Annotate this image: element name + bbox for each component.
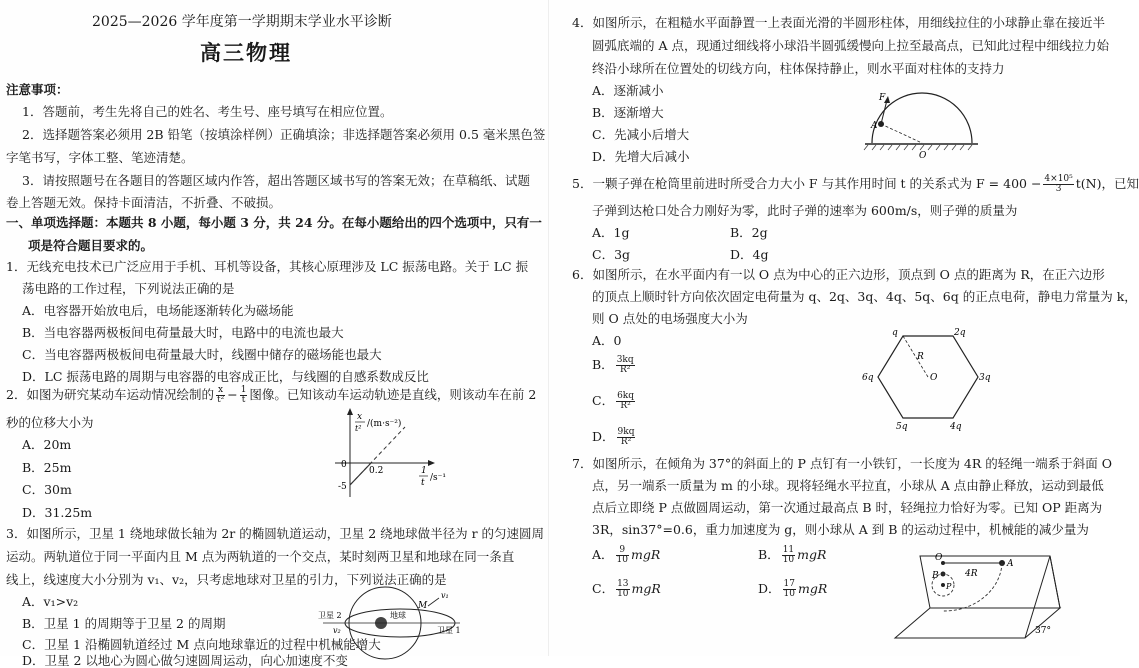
frac-num: 1 [240,385,247,395]
frac-num: 4×10⁵ [1044,174,1073,184]
radius-label: R [917,352,924,362]
note-item: 字笔书写，字体工整、笔迹清楚。 [6,150,194,165]
subject-title: 高三物理 [200,40,292,65]
option-label: B． [758,547,780,562]
q3-stem: 3．如图所示，卫星 1 绕地球做长轴为 2r 的椭圆轨道运动，卫星 2 绕地球做半径为 r 的匀速圆周 [6,526,545,541]
q5-stem [572,175,1139,194]
q7-stem: 7．如图所示，在倾角为 37°的斜面上的 P 点钉有一小铁钉，一长度为 4R 的轻绳一端系于斜面 O [572,456,1112,471]
q3-stem-cont: 线上，线速度大小分别为 v₁、v₂，只考虑地球对卫星的引力，下列说法正确的是 [6,572,447,587]
section-heading: 一、单项选择题：本题共 8 小题，每小题 3 分，共 24 分。在每小题给出的四个选项中，只有一 [6,215,542,230]
option-label: D． [592,429,615,444]
frac-den: R² [620,401,631,411]
q2-stem-cont: 秒的位移大小为 [6,415,94,430]
y-label-num: x [357,412,363,422]
q4-option-a[interactable]: A．逐渐减小 [592,83,664,98]
q2-frac-t [240,386,248,405]
q1-option-c[interactable]: C．当电容器两极板间电荷量最大时，线圈中储存的磁场能也最大 [22,347,382,362]
option-tail: mgR [797,581,828,596]
q4-option-c[interactable]: C．先减小后增大 [592,127,690,142]
frac-den: R² [620,437,632,447]
note-item: 2．选择题答案必须用 2B 铅笔（按填涂样例）正确填涂；非选择题答案必须用 0.5 毫米黑色签 [22,127,546,142]
q1-stem-cont: 荡电路的工作过程，下列说法正确的是 [22,281,235,296]
q5-stem-cont: 子弹到达枪口处合力刚好为零，此时子弹的速率为 600m/s，则子弹的质量为 [592,203,1018,218]
frac-num: 9kq [617,427,635,437]
q2-stem-post: 图像。已知该动车运动轨迹是直线，则该动车在前 2 [249,387,537,402]
graph-line-solid [350,463,371,485]
q2-option-a[interactable]: A．20m [22,437,72,452]
option-frac [616,392,635,411]
charge-4q-label: 4q [950,422,962,432]
charge-3q-label: 3q [979,373,991,383]
sat2-label: 卫星 2 [318,611,342,620]
q6-option-a[interactable]: A．0 [592,333,622,348]
q6-figure [860,322,1000,434]
frac-den: 10 [782,555,795,565]
q2-dash: − [227,387,238,402]
q7-figure [885,548,1070,654]
sat1-label: 卫星 1 [437,626,461,635]
y-label-den: t² [355,424,362,433]
frac-den: t² [216,395,225,405]
q1-option-b[interactable]: B．当电容器两极板间电荷量最大时，电路中的电流也最大 [22,325,344,340]
charge-5q-label: 5q [896,422,908,432]
incline-plane [920,556,1060,608]
q4-stem: 4．如图所示，在粗糙水平面静置一上表面光滑的半圆形柱体，用细线拉住的小球静止靠在接近半 [572,15,1105,30]
option-frac [783,580,796,599]
center-o-label: O [930,373,938,383]
x-tick-label: 0.2 [369,466,384,476]
q7-stem-cont: 点，另一端系一质量为 m 的小球。现将轻绳水平拉直，小球从 A 点由静止释放，运动到最低 [592,478,1104,493]
q2-option-b[interactable]: B．25m [22,460,72,475]
q3-figure [315,578,465,656]
ground-hatch [864,145,972,150]
q1-option-a[interactable]: A．电容器开始放电后，电场能逐渐转化为磁场能 [22,303,294,318]
label-4r: 4R [965,569,978,579]
note-item: 3．请按照题号在各题目的答题区域内作答，超出答题区域书写的答案无效；在草稿纸、试题 [22,173,530,188]
label-b: B [932,571,939,581]
option-frac [616,356,635,375]
frac-den: 10 [783,589,795,599]
q3-option-a[interactable]: A．v₁>v₂ [22,594,79,609]
nail-p-icon [941,583,945,587]
q5-option-d[interactable]: D．4g [730,247,769,262]
x-axis-arrow-icon [428,460,435,466]
q6-stem-cont: 的顶点上顺时针方向依次固定电荷量为 q、2q、3q、4q、5q、6q 的正点电荷，静电力常量为 k， [592,289,1137,304]
option-label: C． [592,581,615,596]
option-label: B． [592,357,614,372]
label-a: A [1007,559,1014,569]
q5-option-c[interactable]: C．3g [592,247,631,262]
y-axis-arrow-icon [347,408,353,415]
option-frac [617,428,636,447]
q3-option-c[interactable]: C．卫星 1 沿椭圆轨道经过 M 点向地球靠近的过程中机械能增大 [22,637,381,652]
m-point-label: M [418,601,428,611]
option-frac [782,546,795,565]
note-item: 1．答题前，考生先将自己的姓名、考生号、座号填写在相应位置。 [22,104,393,119]
q2-frac-x [216,386,225,405]
frac-num: 13 [617,579,629,589]
option-label: C． [592,393,615,408]
q6-stem-cont: 则 O 点处的电场强度大小为 [592,311,748,326]
q5-frac [1043,175,1073,194]
q7-option-a[interactable] [592,546,660,565]
q6-option-c[interactable] [592,392,637,411]
charge-2q-label: 2q [954,328,966,338]
q5-option-a[interactable]: A．1g [592,225,630,240]
q2-option-d[interactable]: D．31.25m [22,505,93,520]
v2-label: v₂ [333,626,341,635]
option-tail: mgR [797,547,827,562]
option-frac [616,580,629,599]
q6-option-d[interactable] [592,428,637,447]
notes-heading: 注意事项： [6,82,69,97]
q7-stem-cont: 点后立即绕 P 点做圆周运动，第一次通过最高点 B 时，轻绳拉力恰好为零。已知 OP 距离为 [592,500,1103,515]
frac-num: 9 [616,546,629,556]
x-unit: /s⁻¹ [430,473,447,483]
point-a-label: A [871,121,878,131]
force-arrow [881,100,887,124]
q3-option-d[interactable]: D．卫星 2 以地心为圆心做匀速圆周运动，向心加速度不变 [22,653,348,668]
option-label: D． [758,581,781,596]
earth-label: 地球 [390,611,406,620]
frac-den: t [241,395,246,405]
option-label: A． [592,547,614,562]
frac-num: 17 [783,579,795,589]
v1-label: v₁ [441,591,449,600]
y-tick-label: -5 [338,482,347,492]
frac-den: 10 [617,589,629,599]
q7-option-c[interactable] [592,580,661,599]
q7-option-b[interactable] [758,546,826,565]
q3-option-b[interactable]: B．卫星 1 的周期等于卫星 2 的周期 [22,616,226,631]
frac-num: 3kq [616,355,634,365]
origin-label: 0 [341,460,347,470]
point-o-label: O [919,151,927,161]
v1-arrow [428,598,439,606]
q1-stem: 1．无线充电技术已广泛应用于手机、耳机等设备，其核心原理涉及 LC 振荡电路。关于 LC 振 [6,259,529,274]
radius-line [881,124,922,143]
q4-option-d[interactable]: D．先增大后减小 [592,149,690,164]
force-label: F [879,93,886,103]
column-divider [548,0,549,656]
note-item: 卷上答题无效。保持卡面清洁，不折叠、不破损。 [6,195,282,210]
charge-q-label: q [892,328,898,338]
q5-option-b[interactable]: B．2g [730,225,768,240]
frac-den: 3 [1055,184,1062,194]
option-tail: mgR [630,547,661,562]
q4-stem-cont: 终沿小球所在位置处的切线方向，柱体保持静止，则水平面对柱体的支持力 [592,61,1005,76]
q4-stem-cont: 圆弧底端的 A 点，现通过细线将小球沿半圆弧缓慢向上拉至最高点，已知此过程中细线拉力始 [592,38,1109,53]
frac-num: 6kq [617,391,635,401]
q6-option-b[interactable] [592,356,637,375]
charge-6q-label: 6q [862,373,874,383]
exam-title: 2025—2026 学年度第一学期期末学业水平诊断 [92,14,392,30]
q4-figure [860,88,980,163]
label-p: P [946,582,952,591]
q5-stem-pre: 5．一颗子弹在枪筒里前进时所受合力大小 F 与其作用时间 t 的关系式为 F = 400 − [572,176,1042,191]
q2-stem [6,386,536,405]
radius-line [903,336,928,377]
q2-option-c[interactable]: C．30m [22,482,72,497]
y-unit: /(m·s⁻²) [367,419,402,429]
frac-num: 11 [782,545,795,555]
q3-stem-cont: 运动。两轨道位于同一平面内且 M 点为两轨道的一个交点，某时刻两卫星和地球在同一条直 [6,549,515,564]
label-o: O [935,553,943,563]
q4-option-b[interactable]: B．逐渐增大 [592,105,664,120]
frac-num: x [216,386,225,396]
q7-stem-cont: 3R，sin37°=0.6，重力加速度为 g，则小球从 A 到 B 的运动过程中，机械能的减少量为 [592,522,1089,537]
frac-den: 10 [616,555,628,565]
q1-option-d[interactable]: D．LC 振荡电路的周期与电容器的电容成正比，与线圈的自感系数成反比 [22,369,429,384]
q2-graph [325,405,465,500]
q2-stem-pre: 2．如图为研究某动车运动情况绘制的 [6,387,214,402]
x-label-num: 1 [421,466,427,476]
q7-option-d[interactable] [758,580,827,599]
frac-den: R² [619,365,631,375]
label-angle: 37° [1035,626,1051,636]
q5-stem-post: t(N)，已知 [1075,176,1139,191]
section-heading-cont: 项是符合题目要求的。 [28,238,154,253]
x-label-den: t [421,478,425,488]
option-frac [616,546,629,565]
q6-stem: 6．如图所示，在水平面内有一以 O 点为中心的正六边形，顶点到 O 点的距离为 R，在正六边形 [572,267,1105,282]
option-tail: mgR [631,581,661,596]
incline-back-edge [1050,556,1060,608]
